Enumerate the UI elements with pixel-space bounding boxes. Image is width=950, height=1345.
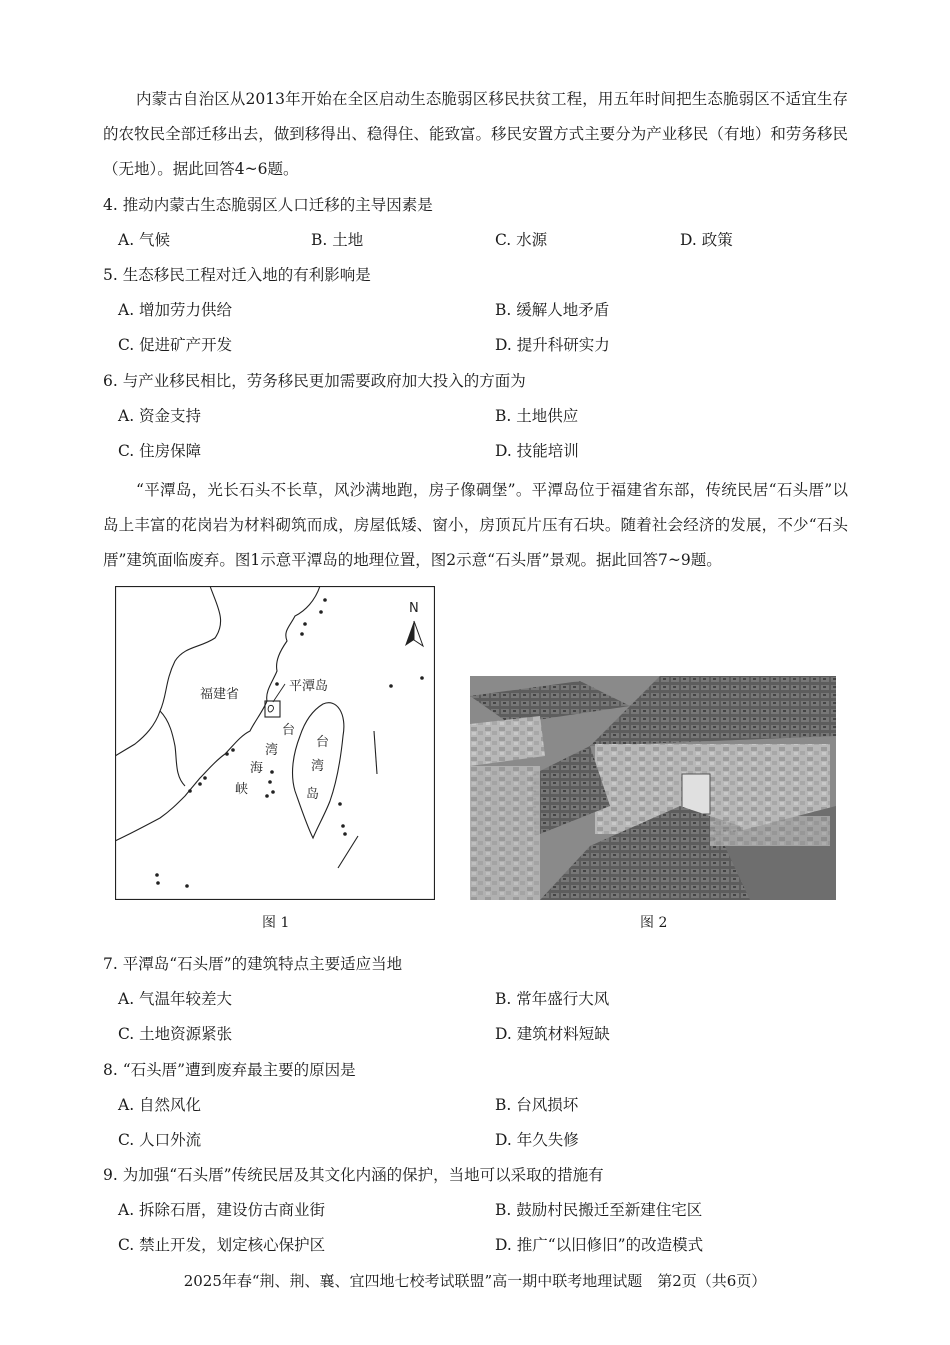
q9-option-c[interactable]: C. 禁止开发，划定核心保护区	[118, 1236, 326, 1254]
q7-option-b[interactable]: B. 常年盛行大风	[495, 990, 610, 1008]
q7-option-a[interactable]: A. 气温年较差大	[118, 990, 233, 1008]
passage-1: 内蒙古自治区从2013年开始在全区启动生态脆弱区移民扶贫工程，用五年时间把生态脆弱区不适宜生存的农牧民全部迁移出去，做到移得出、稳得住、能致富。移民安置方式主要分为产业移民（有地）和劳务移民（无地）。据此回答4~6题。	[103, 90, 848, 178]
q6-option-a[interactable]: A. 资金支持	[118, 407, 202, 425]
q4-option-c[interactable]: C. 水源	[495, 231, 548, 249]
taiwan-char-1: 台	[316, 735, 330, 750]
figure-2-photo	[470, 676, 836, 900]
q9-option-b[interactable]: B. 鼓励村民搬迁至新建住宅区	[495, 1201, 703, 1219]
q4-option-d[interactable]: D. 政策	[680, 231, 733, 249]
q5-option-a[interactable]: A. 增加劳力供给	[118, 301, 233, 319]
strait-char-4: 峡	[235, 782, 249, 797]
q9-option-a[interactable]: A. 拆除石厝，建设仿古商业街	[118, 1201, 326, 1219]
strait-char-2: 湾	[265, 743, 279, 758]
q6-option-d[interactable]: D. 技能培训	[495, 442, 579, 460]
q8-option-c[interactable]: C. 人口外流	[118, 1131, 202, 1149]
fujian-label: 福建省	[200, 687, 240, 702]
page-footer: 2025年春“荆、荆、襄、宜四地七校考试联盟”高一期中联考地理试题 第2页（共6页）	[183, 1272, 767, 1290]
q6-option-b[interactable]: B. 土地供应	[495, 407, 579, 425]
q5-option-d[interactable]: D. 提升科研实力	[495, 336, 610, 354]
taiwan-char-2: 湾	[311, 759, 325, 774]
figure-1-caption: 图 1	[262, 915, 290, 931]
q8-option-b[interactable]: B. 台风损坏	[495, 1096, 579, 1114]
q7-option-d[interactable]: D. 建筑材料短缺	[495, 1025, 610, 1043]
q8-option-a[interactable]: A. 自然风化	[118, 1096, 202, 1114]
question-8-stem: 8. “石头厝”遭到废弃最主要的原因是	[103, 1061, 356, 1079]
north-label: N	[409, 601, 419, 616]
taiwan-char-3: 岛	[306, 787, 320, 802]
q4-option-a[interactable]: A. 气候	[118, 231, 171, 249]
question-5-stem: 5. 生态移民工程对迁入地的有利影响是	[103, 266, 371, 284]
stone-house-photo	[470, 676, 836, 900]
q9-option-d[interactable]: D. 推广“以旧修旧”的改造模式	[495, 1236, 704, 1254]
pingtan-label: 平潭岛	[289, 679, 329, 694]
question-6-stem: 6. 与产业移民相比，劳务移民更加需要政府加大投入的方面为	[103, 372, 526, 390]
strait-char-1: 台	[282, 723, 296, 738]
question-7-stem: 7. 平潭岛“石头厝”的建筑特点主要适应当地	[103, 955, 403, 973]
figure-1-map	[115, 586, 435, 900]
passage-2: “平潭岛，光长石头不长草，风沙满地跑，房子像碉堡”。平潭岛位于福建省东部，传统民居“石头厝”以岛上丰富的花岗岩为材料砌筑而成，房屋低矮、窗小，房顶瓦片压有石块。随着社会经济的发展，不少“石头厝”建筑面临废弃。图1示意平潭岛的地理位置，图2示意“石头厝”景观。据此回答7~9题。	[103, 481, 848, 569]
q6-option-c[interactable]: C. 住房保障	[118, 442, 202, 460]
q7-option-c[interactable]: C. 土地资源紧张	[118, 1025, 233, 1043]
pingtan-location-map	[115, 586, 435, 900]
question-9-stem: 9. 为加强“石头厝”传统民居及其文化内涵的保护，当地可以采取的措施有	[103, 1166, 604, 1184]
figure-2-caption: 图 2	[640, 915, 668, 931]
question-4-stem: 4. 推动内蒙古生态脆弱区人口迁移的主导因素是	[103, 196, 433, 214]
q4-option-b[interactable]: B. 土地	[311, 231, 364, 249]
strait-char-3: 海	[250, 761, 264, 776]
q5-option-b[interactable]: B. 缓解人地矛盾	[495, 301, 610, 319]
q5-option-c[interactable]: C. 促进矿产开发	[118, 336, 233, 354]
q8-option-d[interactable]: D. 年久失修	[495, 1131, 579, 1149]
